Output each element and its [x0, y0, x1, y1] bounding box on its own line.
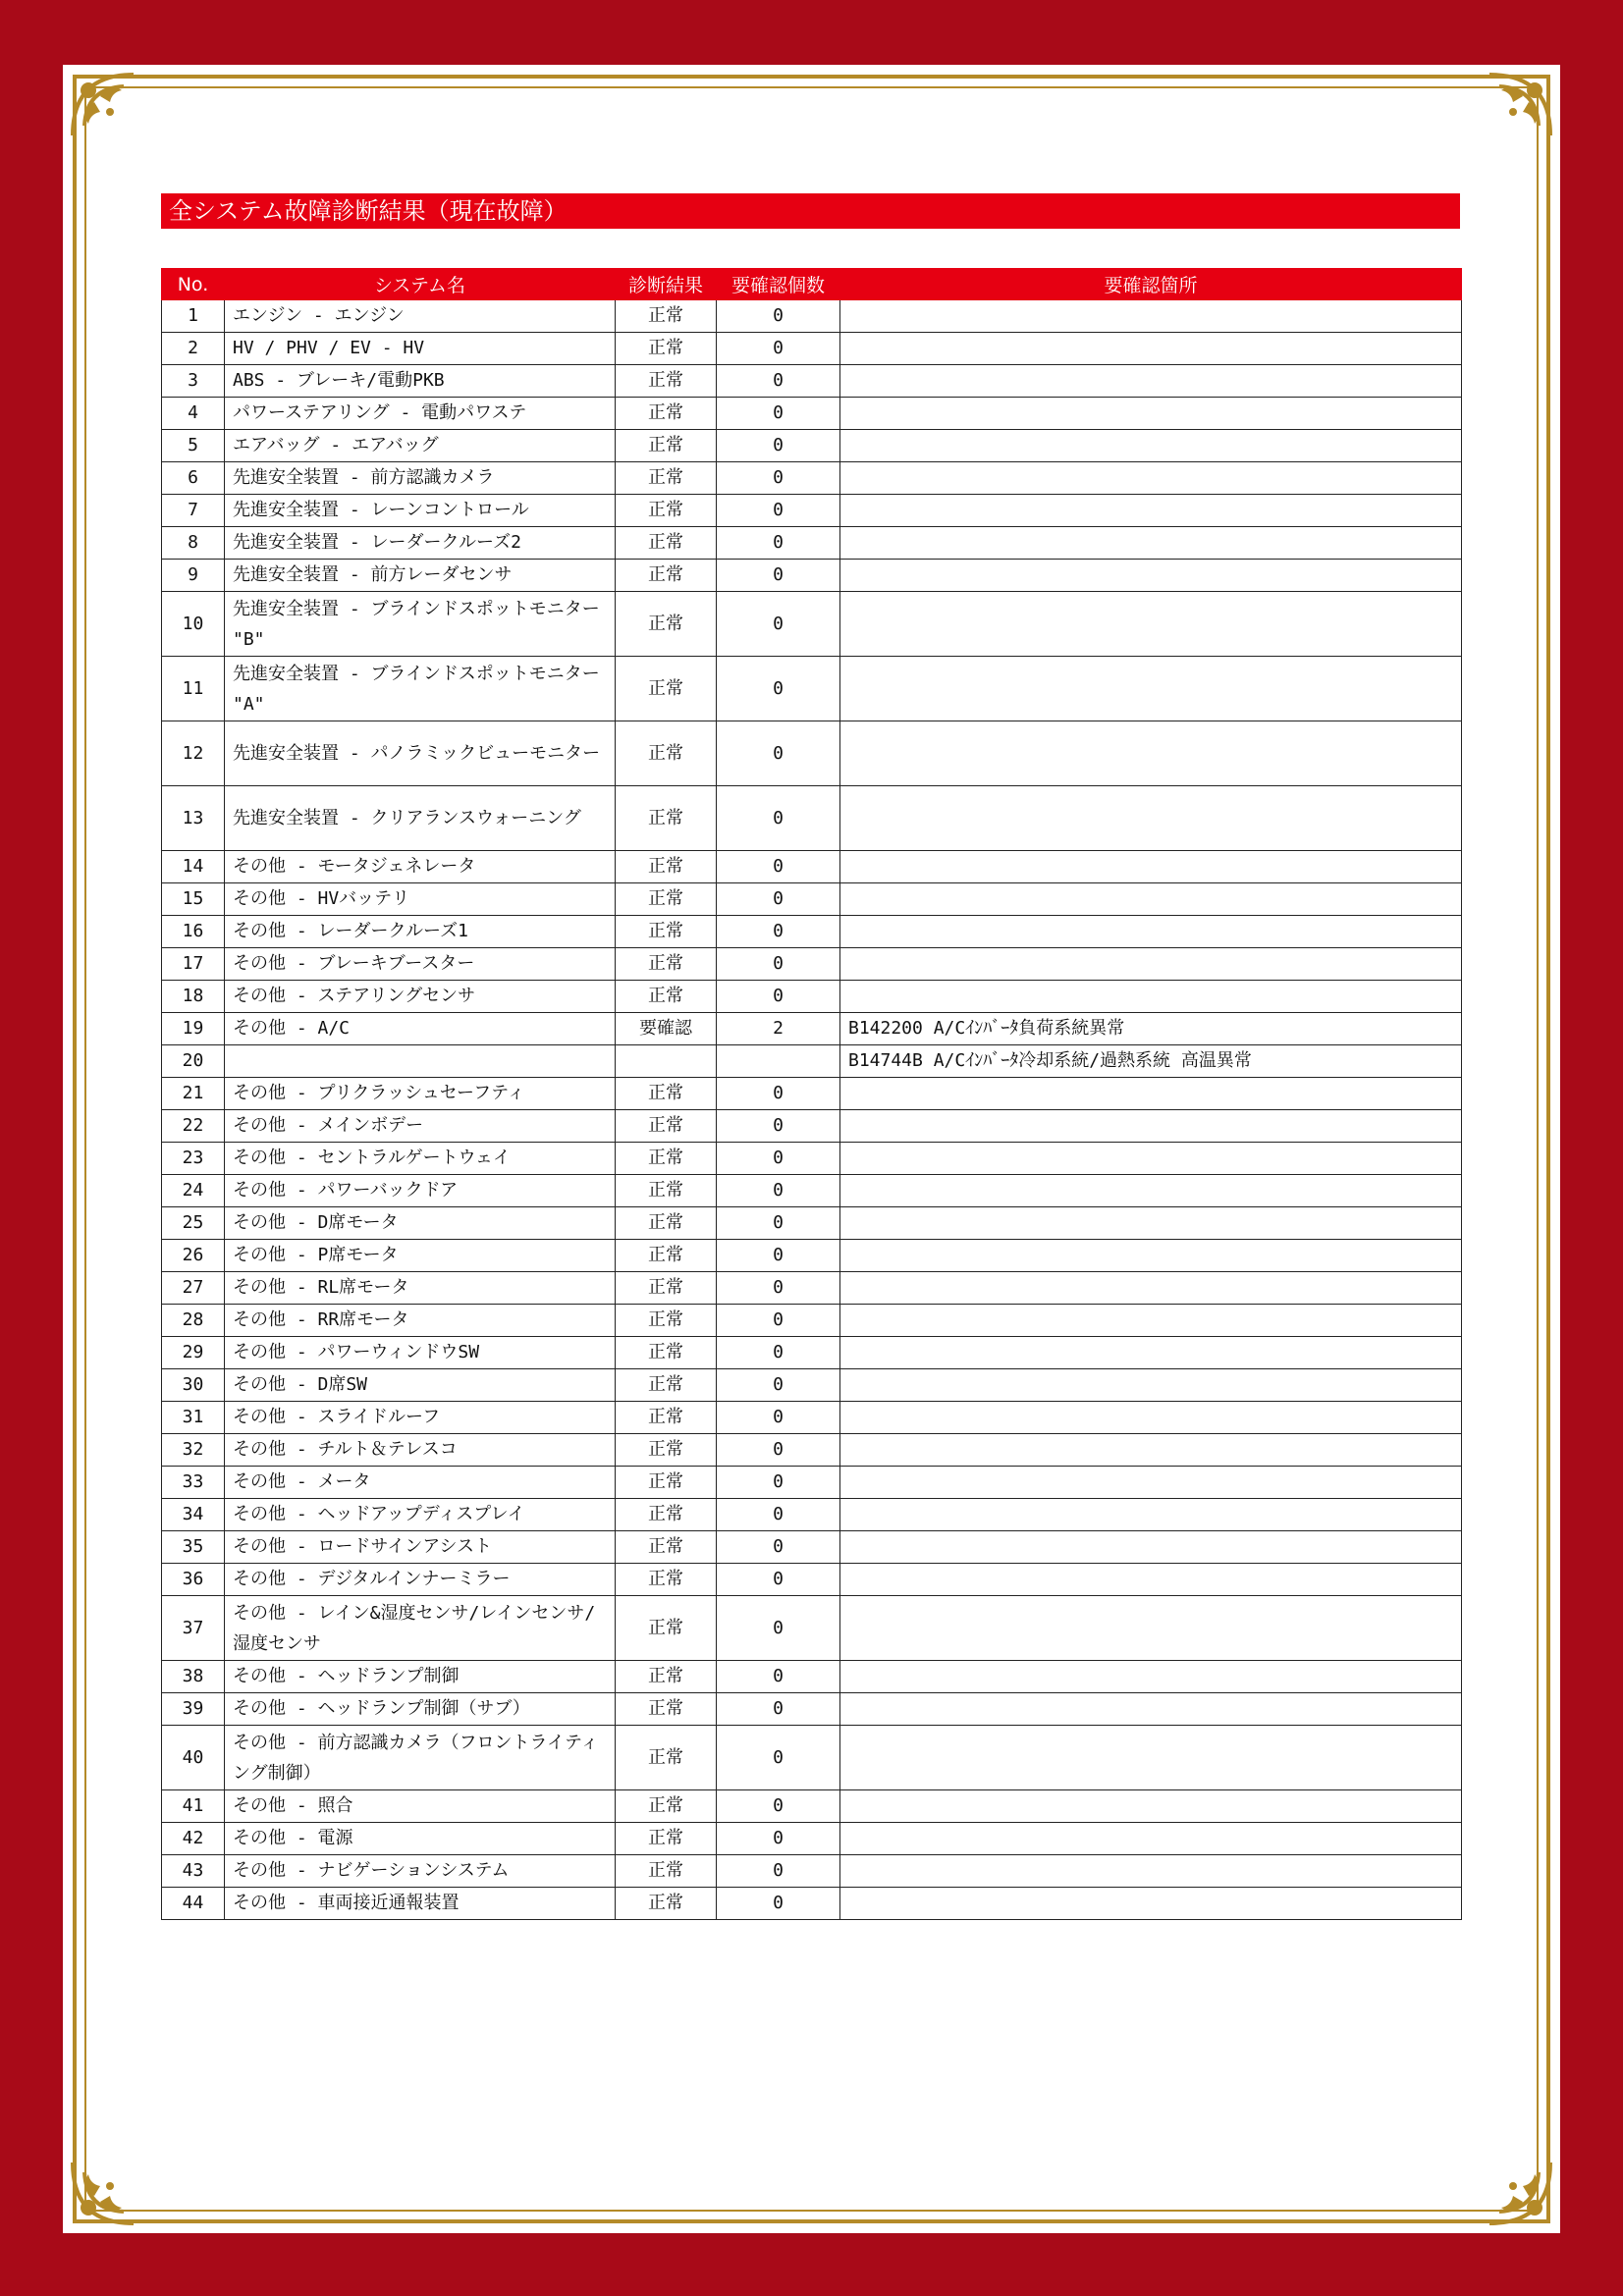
table-row	[162, 495, 1462, 527]
table-row	[162, 1305, 1462, 1337]
system-name-cell: 先進安全装置 - クリアランスウォーニング	[225, 786, 616, 851]
table-row	[162, 1855, 1462, 1888]
location-cell	[840, 657, 1462, 721]
table-row	[162, 1726, 1462, 1790]
count-cell: 0	[717, 1337, 840, 1369]
result-cell: 正常	[616, 1143, 717, 1175]
row-number: 6	[162, 462, 225, 495]
table-row	[162, 1402, 1462, 1434]
count-cell: 0	[717, 333, 840, 365]
result-cell: 正常	[616, 1402, 717, 1434]
result-cell: 要確認	[616, 1013, 717, 1045]
location-cell	[840, 721, 1462, 786]
location-cell	[840, 1499, 1462, 1531]
table-row	[162, 1790, 1462, 1823]
count-cell: 0	[717, 527, 840, 560]
system-name-cell: 先進安全装置 - ブラインドスポットモニター "A"	[225, 657, 616, 721]
system-name-cell: その他 - ナビゲーションシステム	[225, 1855, 616, 1888]
header-count: 要確認個数	[717, 269, 840, 300]
table-row	[162, 1823, 1462, 1855]
location-cell	[840, 851, 1462, 883]
location-cell	[840, 981, 1462, 1013]
system-name-cell: その他 - パワーウィンドウSW	[225, 1337, 616, 1369]
count-cell: 0	[717, 948, 840, 981]
system-name-cell: 先進安全装置 - レーダークルーズ2	[225, 527, 616, 560]
table-body	[162, 300, 1462, 1920]
result-cell: 正常	[616, 1369, 717, 1402]
location-cell	[840, 1305, 1462, 1337]
system-name-cell: その他 - スライドルーフ	[225, 1402, 616, 1434]
row-number: 17	[162, 948, 225, 981]
table-row	[162, 948, 1462, 981]
section-title: 全システム故障診断結果（現在故障）	[161, 193, 1460, 229]
count-cell: 0	[717, 1369, 840, 1402]
row-number: 32	[162, 1434, 225, 1467]
system-name-cell: その他 - パワーバックドア	[225, 1175, 616, 1207]
system-name-cell: その他 - 電源	[225, 1823, 616, 1855]
count-cell: 0	[717, 495, 840, 527]
result-cell: 正常	[616, 948, 717, 981]
result-cell: 正常	[616, 1110, 717, 1143]
row-number: 35	[162, 1531, 225, 1564]
row-number: 26	[162, 1240, 225, 1272]
count-cell: 0	[717, 1175, 840, 1207]
location-cell	[840, 333, 1462, 365]
result-cell: 正常	[616, 851, 717, 883]
result-cell: 正常	[616, 1726, 717, 1790]
result-cell: 正常	[616, 1661, 717, 1693]
count-cell: 0	[717, 1305, 840, 1337]
table-row	[162, 851, 1462, 883]
result-cell: 正常	[616, 333, 717, 365]
location-cell	[840, 1110, 1462, 1143]
row-number: 22	[162, 1110, 225, 1143]
result-cell	[616, 1045, 717, 1078]
count-cell: 0	[717, 365, 840, 398]
table-row	[162, 981, 1462, 1013]
count-cell: 0	[717, 1272, 840, 1305]
system-name-cell: その他 - チルト＆テレスコ	[225, 1434, 616, 1467]
table-row	[162, 1596, 1462, 1661]
count-cell: 0	[717, 721, 840, 786]
system-name-cell: その他 - ヘッドアップディスプレイ	[225, 1499, 616, 1531]
location-cell	[840, 1434, 1462, 1467]
result-cell: 正常	[616, 1499, 717, 1531]
table-row	[162, 786, 1462, 851]
count-cell: 0	[717, 1596, 840, 1661]
row-number: 16	[162, 916, 225, 948]
table-row	[162, 1143, 1462, 1175]
row-number: 33	[162, 1467, 225, 1499]
table-row	[162, 1013, 1462, 1045]
location-cell	[840, 1272, 1462, 1305]
row-number: 25	[162, 1207, 225, 1240]
system-name-cell: その他 - レーダークルーズ1	[225, 916, 616, 948]
table-row	[162, 1564, 1462, 1596]
count-cell: 0	[717, 592, 840, 657]
row-number: 18	[162, 981, 225, 1013]
system-name-cell: エンジン - エンジン	[225, 300, 616, 333]
count-cell: 0	[717, 786, 840, 851]
location-cell	[840, 560, 1462, 592]
count-cell: 0	[717, 1855, 840, 1888]
result-cell: 正常	[616, 1305, 717, 1337]
location-cell	[840, 1078, 1462, 1110]
system-name-cell: その他 - ブレーキブースター	[225, 948, 616, 981]
location-cell	[840, 1207, 1462, 1240]
system-name-cell: その他 - メインボデー	[225, 1110, 616, 1143]
count-cell: 0	[717, 1888, 840, 1920]
count-cell: 0	[717, 981, 840, 1013]
count-cell: 0	[717, 300, 840, 333]
result-cell: 正常	[616, 1337, 717, 1369]
system-name-cell: 先進安全装置 - レーンコントロール	[225, 495, 616, 527]
location-cell	[840, 430, 1462, 462]
result-cell: 正常	[616, 1531, 717, 1564]
corner-ornament-icon	[1464, 67, 1558, 161]
result-cell: 正常	[616, 1596, 717, 1661]
system-name-cell: その他 - D席モータ	[225, 1207, 616, 1240]
system-name-cell: その他 - 前方認識カメラ（フロントライティング制御）	[225, 1726, 616, 1790]
result-cell: 正常	[616, 1790, 717, 1823]
table-header-row	[162, 269, 1462, 300]
result-cell: 正常	[616, 1564, 717, 1596]
result-cell: 正常	[616, 1175, 717, 1207]
location-cell	[840, 1564, 1462, 1596]
count-cell: 2	[717, 1013, 840, 1045]
location-cell	[840, 1143, 1462, 1175]
location-cell	[840, 1661, 1462, 1693]
result-cell: 正常	[616, 592, 717, 657]
result-cell: 正常	[616, 1207, 717, 1240]
result-cell: 正常	[616, 1272, 717, 1305]
header-location: 要確認箇所	[840, 269, 1462, 300]
count-cell: 0	[717, 883, 840, 916]
row-number: 8	[162, 527, 225, 560]
count-cell: 0	[717, 1402, 840, 1434]
row-number: 42	[162, 1823, 225, 1855]
result-cell: 正常	[616, 495, 717, 527]
row-number: 4	[162, 398, 225, 430]
header-system-name: システム名	[225, 269, 616, 300]
table-row	[162, 333, 1462, 365]
row-number: 20	[162, 1045, 225, 1078]
row-number: 43	[162, 1855, 225, 1888]
row-number: 28	[162, 1305, 225, 1337]
location-cell	[840, 1369, 1462, 1402]
location-cell: B142200 A/Cｲﾝﾊﾞｰﾀ負荷系統異常	[840, 1013, 1462, 1045]
count-cell: 0	[717, 1434, 840, 1467]
count-cell: 0	[717, 1110, 840, 1143]
result-cell: 正常	[616, 721, 717, 786]
count-cell: 0	[717, 851, 840, 883]
corner-ornament-icon	[65, 67, 159, 161]
system-name-cell: その他 - RL席モータ	[225, 1272, 616, 1305]
count-cell: 0	[717, 1207, 840, 1240]
corner-ornament-icon	[65, 2137, 159, 2231]
location-cell	[840, 786, 1462, 851]
system-name-cell: その他 - 照合	[225, 1790, 616, 1823]
count-cell: 0	[717, 1467, 840, 1499]
count-cell: 0	[717, 398, 840, 430]
system-name-cell	[225, 1045, 616, 1078]
corner-ornament-icon	[1464, 2137, 1558, 2231]
system-name-cell: その他 - メータ	[225, 1467, 616, 1499]
diagnosis-table	[161, 268, 1462, 1920]
header-result: 診断結果	[616, 269, 717, 300]
row-number: 41	[162, 1790, 225, 1823]
count-cell: 0	[717, 1240, 840, 1272]
location-cell	[840, 1855, 1462, 1888]
result-cell: 正常	[616, 981, 717, 1013]
table-row	[162, 1467, 1462, 1499]
result-cell: 正常	[616, 1888, 717, 1920]
count-cell: 0	[717, 916, 840, 948]
location-cell	[840, 495, 1462, 527]
table-row	[162, 430, 1462, 462]
table-row	[162, 1531, 1462, 1564]
table-row	[162, 1369, 1462, 1402]
result-cell: 正常	[616, 1240, 717, 1272]
table-row	[162, 883, 1462, 916]
location-cell	[840, 592, 1462, 657]
system-name-cell: その他 - D席SW	[225, 1369, 616, 1402]
location-cell	[840, 916, 1462, 948]
table-row	[162, 1272, 1462, 1305]
system-name-cell: その他 - P席モータ	[225, 1240, 616, 1272]
system-name-cell: その他 - プリクラッシュセーフティ	[225, 1078, 616, 1110]
table-row	[162, 1337, 1462, 1369]
row-number: 12	[162, 721, 225, 786]
row-number: 3	[162, 365, 225, 398]
row-number: 29	[162, 1337, 225, 1369]
location-cell	[840, 365, 1462, 398]
row-number: 37	[162, 1596, 225, 1661]
location-cell	[840, 1823, 1462, 1855]
result-cell: 正常	[616, 1823, 717, 1855]
row-number: 38	[162, 1661, 225, 1693]
location-cell	[840, 527, 1462, 560]
row-number: 27	[162, 1272, 225, 1305]
row-number: 44	[162, 1888, 225, 1920]
table-row	[162, 462, 1462, 495]
result-cell: 正常	[616, 786, 717, 851]
count-cell: 0	[717, 1726, 840, 1790]
result-cell: 正常	[616, 1434, 717, 1467]
system-name-cell: その他 - ステアリングセンサ	[225, 981, 616, 1013]
count-cell: 0	[717, 1531, 840, 1564]
table-row	[162, 560, 1462, 592]
count-cell: 0	[717, 1661, 840, 1693]
row-number: 7	[162, 495, 225, 527]
system-name-cell: その他 - モータジェネレータ	[225, 851, 616, 883]
result-cell: 正常	[616, 300, 717, 333]
location-cell	[840, 1726, 1462, 1790]
table-row	[162, 1207, 1462, 1240]
location-cell	[840, 1240, 1462, 1272]
count-cell: 0	[717, 462, 840, 495]
location-cell	[840, 883, 1462, 916]
table-row	[162, 1240, 1462, 1272]
location-cell	[840, 300, 1462, 333]
location-cell	[840, 1467, 1462, 1499]
system-name-cell: その他 - ヘッドランプ制御	[225, 1661, 616, 1693]
table-row	[162, 300, 1462, 333]
location-cell	[840, 1888, 1462, 1920]
location-cell	[840, 948, 1462, 981]
table-row	[162, 1693, 1462, 1726]
table-row	[162, 657, 1462, 721]
system-name-cell: その他 - 車両接近通報装置	[225, 1888, 616, 1920]
system-name-cell: エアバッグ - エアバッグ	[225, 430, 616, 462]
table-row	[162, 1045, 1462, 1078]
system-name-cell: その他 - デジタルインナーミラー	[225, 1564, 616, 1596]
row-number: 31	[162, 1402, 225, 1434]
system-name-cell: パワーステアリング - 電動パワステ	[225, 398, 616, 430]
system-name-cell: その他 - レイン&湿度センサ/レインセンサ/湿度センサ	[225, 1596, 616, 1661]
table-row	[162, 916, 1462, 948]
row-number: 5	[162, 430, 225, 462]
row-number: 34	[162, 1499, 225, 1531]
location-cell	[840, 1531, 1462, 1564]
location-cell	[840, 398, 1462, 430]
system-name-cell: 先進安全装置 - ブラインドスポットモニター "B"	[225, 592, 616, 657]
result-cell: 正常	[616, 1693, 717, 1726]
row-number: 2	[162, 333, 225, 365]
system-name-cell: その他 - ロードサインアシスト	[225, 1531, 616, 1564]
table-row	[162, 527, 1462, 560]
table-row	[162, 365, 1462, 398]
row-number: 21	[162, 1078, 225, 1110]
row-number: 30	[162, 1369, 225, 1402]
result-cell: 正常	[616, 462, 717, 495]
result-cell: 正常	[616, 560, 717, 592]
result-cell: 正常	[616, 657, 717, 721]
row-number: 39	[162, 1693, 225, 1726]
table-row	[162, 1661, 1462, 1693]
count-cell: 0	[717, 560, 840, 592]
result-cell: 正常	[616, 527, 717, 560]
location-cell	[840, 1337, 1462, 1369]
row-number: 19	[162, 1013, 225, 1045]
row-number: 14	[162, 851, 225, 883]
count-cell: 0	[717, 1143, 840, 1175]
system-name-cell: その他 - A/C	[225, 1013, 616, 1045]
location-cell	[840, 1596, 1462, 1661]
result-cell: 正常	[616, 1855, 717, 1888]
count-cell: 0	[717, 1693, 840, 1726]
location-cell: B14744B A/Cｲﾝﾊﾞｰﾀ冷却系統/過熱系統 高温異常	[840, 1045, 1462, 1078]
result-cell: 正常	[616, 430, 717, 462]
location-cell	[840, 1175, 1462, 1207]
result-cell: 正常	[616, 883, 717, 916]
row-number: 11	[162, 657, 225, 721]
count-cell: 0	[717, 1078, 840, 1110]
table-row	[162, 592, 1462, 657]
table-row	[162, 1110, 1462, 1143]
count-cell: 0	[717, 430, 840, 462]
result-cell: 正常	[616, 916, 717, 948]
location-cell	[840, 1693, 1462, 1726]
table-row	[162, 398, 1462, 430]
system-name-cell: 先進安全装置 - パノラミックビューモニター	[225, 721, 616, 786]
row-number: 23	[162, 1143, 225, 1175]
header-no: No.	[162, 269, 225, 300]
table-row	[162, 721, 1462, 786]
system-name-cell: ABS - ブレーキ/電動PKB	[225, 365, 616, 398]
row-number: 36	[162, 1564, 225, 1596]
table-row	[162, 1499, 1462, 1531]
row-number: 1	[162, 300, 225, 333]
system-name-cell: 先進安全装置 - 前方レーダセンサ	[225, 560, 616, 592]
table-row	[162, 1888, 1462, 1920]
table-row	[162, 1434, 1462, 1467]
row-number: 15	[162, 883, 225, 916]
row-number: 13	[162, 786, 225, 851]
count-cell: 0	[717, 1790, 840, 1823]
count-cell	[717, 1045, 840, 1078]
row-number: 10	[162, 592, 225, 657]
location-cell	[840, 1402, 1462, 1434]
row-number: 40	[162, 1726, 225, 1790]
count-cell: 0	[717, 1564, 840, 1596]
result-cell: 正常	[616, 365, 717, 398]
system-name-cell: その他 - HVバッテリ	[225, 883, 616, 916]
row-number: 9	[162, 560, 225, 592]
system-name-cell: その他 - RR席モータ	[225, 1305, 616, 1337]
system-name-cell: HV / PHV / EV - HV	[225, 333, 616, 365]
result-cell: 正常	[616, 398, 717, 430]
system-name-cell: 先進安全装置 - 前方認識カメラ	[225, 462, 616, 495]
count-cell: 0	[717, 657, 840, 721]
result-cell: 正常	[616, 1467, 717, 1499]
location-cell	[840, 1790, 1462, 1823]
location-cell	[840, 462, 1462, 495]
row-number: 24	[162, 1175, 225, 1207]
system-name-cell: その他 - ヘッドランプ制御（サブ）	[225, 1693, 616, 1726]
result-cell: 正常	[616, 1078, 717, 1110]
system-name-cell: その他 - セントラルゲートウェイ	[225, 1143, 616, 1175]
table-row	[162, 1078, 1462, 1110]
count-cell: 0	[717, 1823, 840, 1855]
count-cell: 0	[717, 1499, 840, 1531]
table-row	[162, 1175, 1462, 1207]
